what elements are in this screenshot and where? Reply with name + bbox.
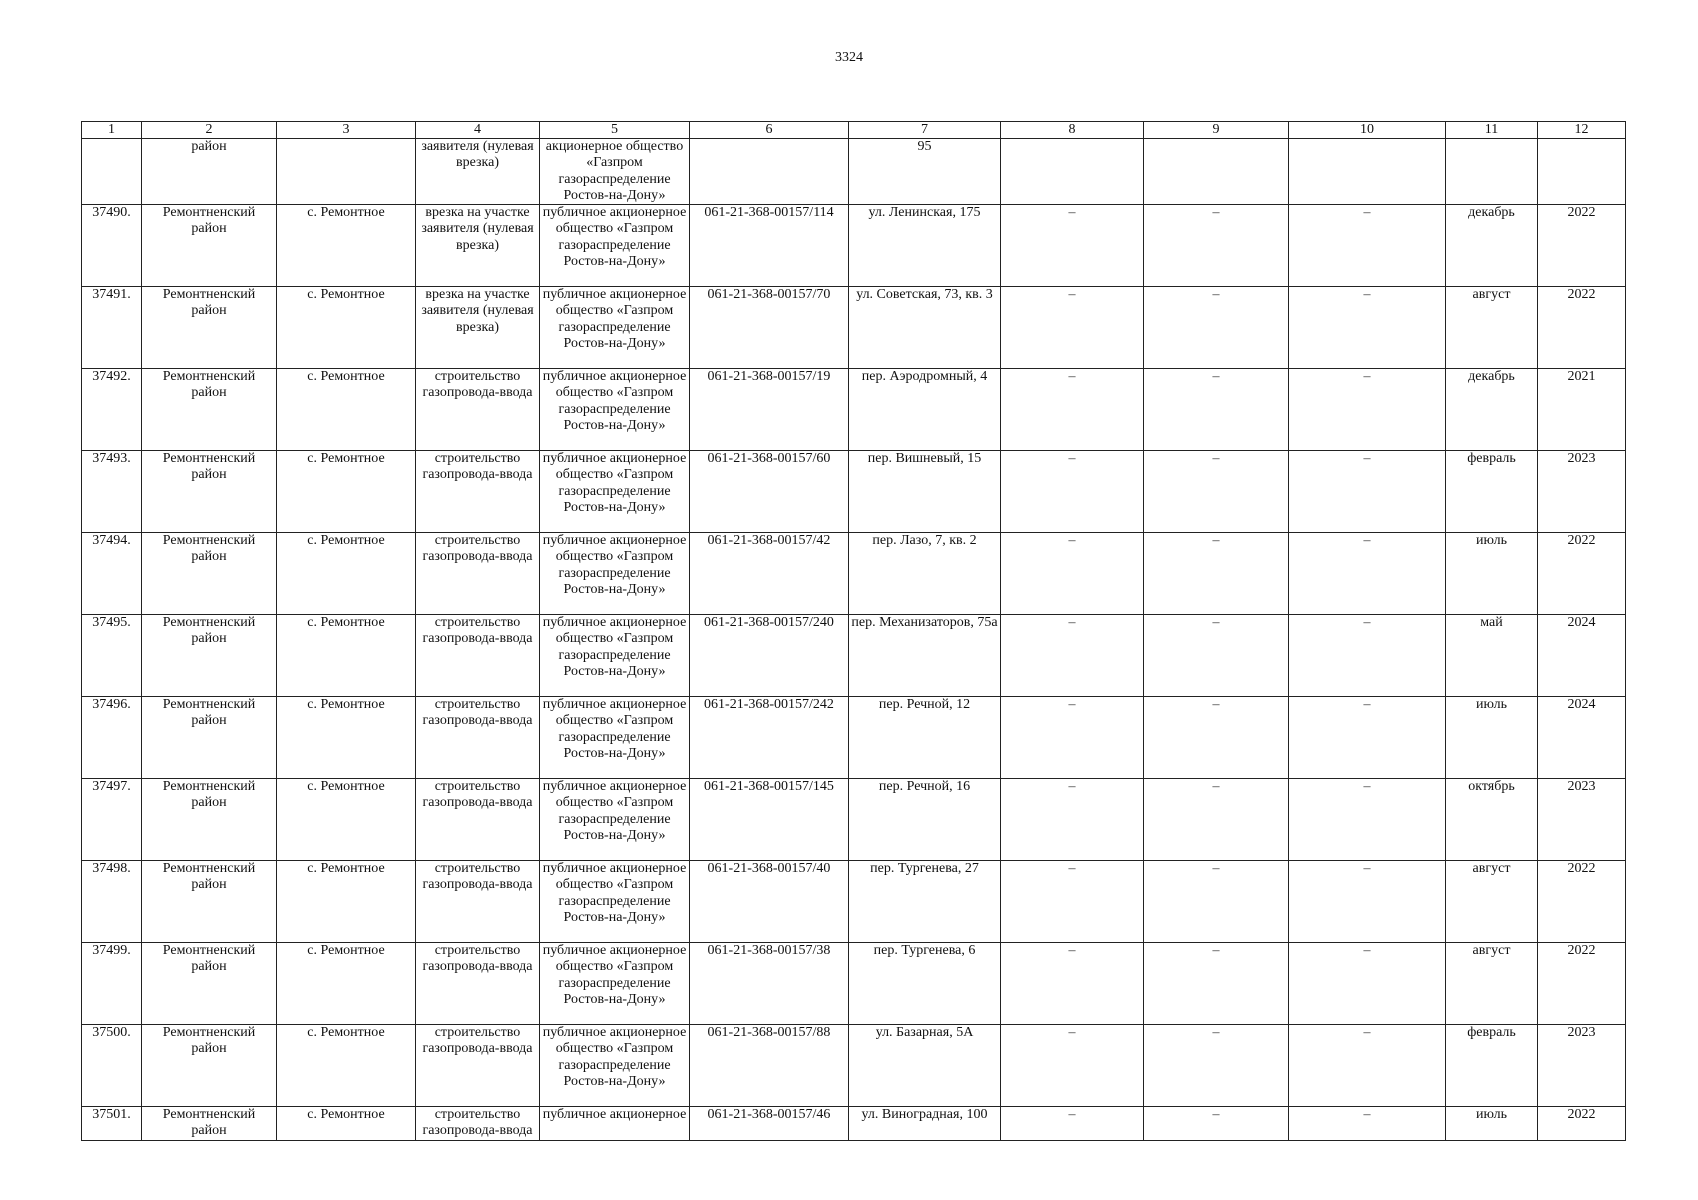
cell-col9: – bbox=[1144, 697, 1289, 779]
cell-num: 37499. bbox=[82, 943, 142, 1025]
cell-settlement: с. Ремонтное bbox=[277, 779, 416, 861]
cell-code: 061-21-368-00157/70 bbox=[690, 287, 849, 369]
cell-address: ул. Ленинская, 175 bbox=[849, 205, 1001, 287]
cell-organization: публичное акционерное общество «Газпром газораспределение Ростов-на-Дону» bbox=[540, 697, 690, 779]
cell-col10: – bbox=[1289, 1107, 1446, 1141]
cell-num bbox=[82, 139, 142, 205]
cell-settlement: с. Ремонтное bbox=[277, 861, 416, 943]
cell-num: 37493. bbox=[82, 451, 142, 533]
cell-num: 37497. bbox=[82, 779, 142, 861]
cell-district: Ремонтненский район bbox=[142, 205, 277, 287]
cell-year: 2023 bbox=[1538, 779, 1626, 861]
cell-organization: публичное акционерное общество «Газпром газораспределение Ростов-на-Дону» bbox=[540, 205, 690, 287]
cell-col10: – bbox=[1289, 205, 1446, 287]
cell-month bbox=[1446, 139, 1538, 205]
cell-settlement: с. Ремонтное bbox=[277, 1107, 416, 1141]
cell-code: 061-21-368-00157/42 bbox=[690, 533, 849, 615]
cell-code: 061-21-368-00157/114 bbox=[690, 205, 849, 287]
cell-num: 37490. bbox=[82, 205, 142, 287]
cell-col8: – bbox=[1001, 287, 1144, 369]
cell-settlement: с. Ремонтное bbox=[277, 943, 416, 1025]
cell-organization: публичное акционерное bbox=[540, 1107, 690, 1141]
table-row bbox=[82, 697, 1626, 779]
cell-col8: – bbox=[1001, 451, 1144, 533]
table-row bbox=[82, 1025, 1626, 1107]
cell-work-type: строительство газопровода-ввода bbox=[416, 533, 540, 615]
cell-code: 061-21-368-00157/19 bbox=[690, 369, 849, 451]
table-row bbox=[82, 451, 1626, 533]
cell-num: 37501. bbox=[82, 1107, 142, 1141]
cell-year: 2022 bbox=[1538, 287, 1626, 369]
cell-organization: публичное акционерное общество «Газпром газораспределение Ростов-на-Дону» bbox=[540, 615, 690, 697]
cell-num: 37491. bbox=[82, 287, 142, 369]
cell-organization: акционерное общество «Газпром газораспределение Ростов-на-Дону» bbox=[540, 139, 690, 205]
column-header-7: 7 bbox=[849, 122, 1001, 139]
column-header-10: 10 bbox=[1289, 122, 1446, 139]
cell-num: 37500. bbox=[82, 1025, 142, 1107]
cell-year: 2022 bbox=[1538, 533, 1626, 615]
cell-year: 2022 bbox=[1538, 1107, 1626, 1141]
cell-year: 2021 bbox=[1538, 369, 1626, 451]
cell-settlement bbox=[277, 139, 416, 205]
column-header-3: 3 bbox=[277, 122, 416, 139]
column-header-12: 12 bbox=[1538, 122, 1626, 139]
cell-month: декабрь bbox=[1446, 369, 1538, 451]
cell-month: декабрь bbox=[1446, 205, 1538, 287]
cell-work-type: строительство газопровода-ввода bbox=[416, 369, 540, 451]
cell-col8: – bbox=[1001, 369, 1144, 451]
cell-work-type: строительство газопровода-ввода bbox=[416, 943, 540, 1025]
column-number-row bbox=[82, 122, 1626, 139]
cell-district: Ремонтненский район bbox=[142, 533, 277, 615]
cell-code bbox=[690, 139, 849, 205]
cell-col9: – bbox=[1144, 451, 1289, 533]
column-header-9: 9 bbox=[1144, 122, 1289, 139]
cell-col8: – bbox=[1001, 615, 1144, 697]
cell-col8: – bbox=[1001, 205, 1144, 287]
cell-work-type: строительство газопровода-ввода bbox=[416, 861, 540, 943]
table-row bbox=[82, 861, 1626, 943]
cell-code: 061-21-368-00157/46 bbox=[690, 1107, 849, 1141]
cell-district: Ремонтненский район bbox=[142, 943, 277, 1025]
column-header-4: 4 bbox=[416, 122, 540, 139]
page-number: 3324 bbox=[835, 50, 863, 65]
cell-work-type: строительство газопровода-ввода bbox=[416, 615, 540, 697]
cell-work-type: строительство газопровода-ввода bbox=[416, 1107, 540, 1141]
cell-col9: – bbox=[1144, 779, 1289, 861]
cell-month: август bbox=[1446, 287, 1538, 369]
cell-month: август bbox=[1446, 861, 1538, 943]
cell-district: Ремонтненский район bbox=[142, 369, 277, 451]
cell-col10: – bbox=[1289, 1025, 1446, 1107]
cell-settlement: с. Ремонтное bbox=[277, 697, 416, 779]
cell-organization: публичное акционерное общество «Газпром газораспределение Ростов-на-Дону» bbox=[540, 779, 690, 861]
cell-col10: – bbox=[1289, 697, 1446, 779]
cell-year bbox=[1538, 139, 1626, 205]
cell-col10: – bbox=[1289, 451, 1446, 533]
cell-settlement: с. Ремонтное bbox=[277, 1025, 416, 1107]
cell-organization: публичное акционерное общество «Газпром газораспределение Ростов-на-Дону» bbox=[540, 451, 690, 533]
cell-month: июль bbox=[1446, 533, 1538, 615]
cell-organization: публичное акционерное общество «Газпром газораспределение Ростов-на-Дону» bbox=[540, 369, 690, 451]
continuation-row bbox=[82, 139, 1626, 205]
cell-code: 061-21-368-00157/38 bbox=[690, 943, 849, 1025]
cell-month: август bbox=[1446, 943, 1538, 1025]
cell-year: 2022 bbox=[1538, 943, 1626, 1025]
cell-num: 37496. bbox=[82, 697, 142, 779]
cell-year: 2023 bbox=[1538, 1025, 1626, 1107]
cell-settlement: с. Ремонтное bbox=[277, 615, 416, 697]
cell-organization: публичное акционерное общество «Газпром газораспределение Ростов-на-Дону» bbox=[540, 533, 690, 615]
cell-organization: публичное акционерное общество «Газпром газораспределение Ростов-на-Дону» bbox=[540, 287, 690, 369]
table-row bbox=[82, 205, 1626, 287]
cell-address: ул. Базарная, 5А bbox=[849, 1025, 1001, 1107]
cell-col9: – bbox=[1144, 533, 1289, 615]
cell-col10: – bbox=[1289, 779, 1446, 861]
cell-work-type: врезка на участке заявителя (нулевая врезка) bbox=[416, 287, 540, 369]
cell-organization: публичное акционерное общество «Газпром газораспределение Ростов-на-Дону» bbox=[540, 861, 690, 943]
cell-settlement: с. Ремонтное bbox=[277, 287, 416, 369]
cell-col10: – bbox=[1289, 533, 1446, 615]
cell-num: 37492. bbox=[82, 369, 142, 451]
cell-district: Ремонтненский район bbox=[142, 287, 277, 369]
cell-col9: – bbox=[1144, 615, 1289, 697]
table-row bbox=[82, 369, 1626, 451]
table-row bbox=[82, 779, 1626, 861]
cell-col8: – bbox=[1001, 779, 1144, 861]
cell-code: 061-21-368-00157/240 bbox=[690, 615, 849, 697]
cell-year: 2022 bbox=[1538, 205, 1626, 287]
cell-col9: – bbox=[1144, 1025, 1289, 1107]
table-row bbox=[82, 615, 1626, 697]
cell-col8: – bbox=[1001, 1107, 1144, 1141]
cell-code: 061-21-368-00157/40 bbox=[690, 861, 849, 943]
cell-district: Ремонтненский район bbox=[142, 451, 277, 533]
cell-address: пер. Тургенева, 6 bbox=[849, 943, 1001, 1025]
cell-address: пер. Механизаторов, 75а bbox=[849, 615, 1001, 697]
cell-district: район bbox=[142, 139, 277, 205]
cell-code: 061-21-368-00157/60 bbox=[690, 451, 849, 533]
cell-work-type: заявителя (нулевая врезка) bbox=[416, 139, 540, 205]
cell-address: пер. Вишневый, 15 bbox=[849, 451, 1001, 533]
column-header-5: 5 bbox=[540, 122, 690, 139]
table-body bbox=[82, 139, 1626, 1141]
cell-work-type: строительство газопровода-ввода bbox=[416, 451, 540, 533]
cell-code: 061-21-368-00157/145 bbox=[690, 779, 849, 861]
cell-district: Ремонтненский район bbox=[142, 779, 277, 861]
cell-address: пер. Речной, 16 bbox=[849, 779, 1001, 861]
cell-year: 2022 bbox=[1538, 861, 1626, 943]
cell-work-type: строительство газопровода-ввода bbox=[416, 779, 540, 861]
cell-col8: – bbox=[1001, 943, 1144, 1025]
cell-settlement: с. Ремонтное bbox=[277, 451, 416, 533]
cell-year: 2024 bbox=[1538, 697, 1626, 779]
cell-settlement: с. Ремонтное bbox=[277, 369, 416, 451]
cell-col9: – bbox=[1144, 369, 1289, 451]
cell-col10: – bbox=[1289, 287, 1446, 369]
cell-col8: – bbox=[1001, 861, 1144, 943]
cell-address: ул. Виноградная, 100 bbox=[849, 1107, 1001, 1141]
cell-district: Ремонтненский район bbox=[142, 1107, 277, 1141]
cell-organization: публичное акционерное общество «Газпром газораспределение Ростов-на-Дону» bbox=[540, 943, 690, 1025]
cell-col9: – bbox=[1144, 861, 1289, 943]
cell-col8 bbox=[1001, 139, 1144, 205]
cell-work-type: строительство газопровода-ввода bbox=[416, 697, 540, 779]
cell-col10: – bbox=[1289, 615, 1446, 697]
cell-month: май bbox=[1446, 615, 1538, 697]
cell-month: февраль bbox=[1446, 451, 1538, 533]
table-row bbox=[82, 943, 1626, 1025]
column-header-8: 8 bbox=[1001, 122, 1144, 139]
cell-address: 95 bbox=[849, 139, 1001, 205]
cell-num: 37498. bbox=[82, 861, 142, 943]
cell-col8: – bbox=[1001, 1025, 1144, 1107]
cell-col10: – bbox=[1289, 369, 1446, 451]
cell-organization: публичное акционерное общество «Газпром газораспределение Ростов-на-Дону» bbox=[540, 1025, 690, 1107]
column-header-1: 1 bbox=[82, 122, 142, 139]
cell-district: Ремонтненский район bbox=[142, 1025, 277, 1107]
cell-month: октябрь bbox=[1446, 779, 1538, 861]
cell-year: 2024 bbox=[1538, 615, 1626, 697]
table-row bbox=[82, 287, 1626, 369]
cell-address: ул. Советская, 73, кв. 3 bbox=[849, 287, 1001, 369]
column-header-6: 6 bbox=[690, 122, 849, 139]
cell-address: пер. Тургенева, 27 bbox=[849, 861, 1001, 943]
cell-col9: – bbox=[1144, 943, 1289, 1025]
cell-code: 061-21-368-00157/242 bbox=[690, 697, 849, 779]
cell-district: Ремонтненский район bbox=[142, 615, 277, 697]
cell-num: 37494. bbox=[82, 533, 142, 615]
cell-settlement: с. Ремонтное bbox=[277, 205, 416, 287]
cell-work-type: врезка на участке заявителя (нулевая врезка) bbox=[416, 205, 540, 287]
cell-col9: – bbox=[1144, 287, 1289, 369]
table-row bbox=[82, 1107, 1626, 1141]
table-row bbox=[82, 533, 1626, 615]
registry-table bbox=[81, 121, 1626, 1141]
cell-year: 2023 bbox=[1538, 451, 1626, 533]
cell-num: 37495. bbox=[82, 615, 142, 697]
cell-col9: – bbox=[1144, 1107, 1289, 1141]
cell-col9: – bbox=[1144, 205, 1289, 287]
cell-col10: – bbox=[1289, 943, 1446, 1025]
cell-address: пер. Аэродромный, 4 bbox=[849, 369, 1001, 451]
column-header-11: 11 bbox=[1446, 122, 1538, 139]
cell-month: июль bbox=[1446, 1107, 1538, 1141]
cell-col8: – bbox=[1001, 697, 1144, 779]
cell-code: 061-21-368-00157/88 bbox=[690, 1025, 849, 1107]
cell-address: пер. Речной, 12 bbox=[849, 697, 1001, 779]
cell-district: Ремонтненский район bbox=[142, 697, 277, 779]
cell-work-type: строительство газопровода-ввода bbox=[416, 1025, 540, 1107]
cell-col10 bbox=[1289, 139, 1446, 205]
cell-col10: – bbox=[1289, 861, 1446, 943]
cell-district: Ремонтненский район bbox=[142, 861, 277, 943]
cell-col8: – bbox=[1001, 533, 1144, 615]
cell-month: февраль bbox=[1446, 1025, 1538, 1107]
cell-address: пер. Лазо, 7, кв. 2 bbox=[849, 533, 1001, 615]
column-header-2: 2 bbox=[142, 122, 277, 139]
cell-col9 bbox=[1144, 139, 1289, 205]
cell-month: июль bbox=[1446, 697, 1538, 779]
cell-settlement: с. Ремонтное bbox=[277, 533, 416, 615]
